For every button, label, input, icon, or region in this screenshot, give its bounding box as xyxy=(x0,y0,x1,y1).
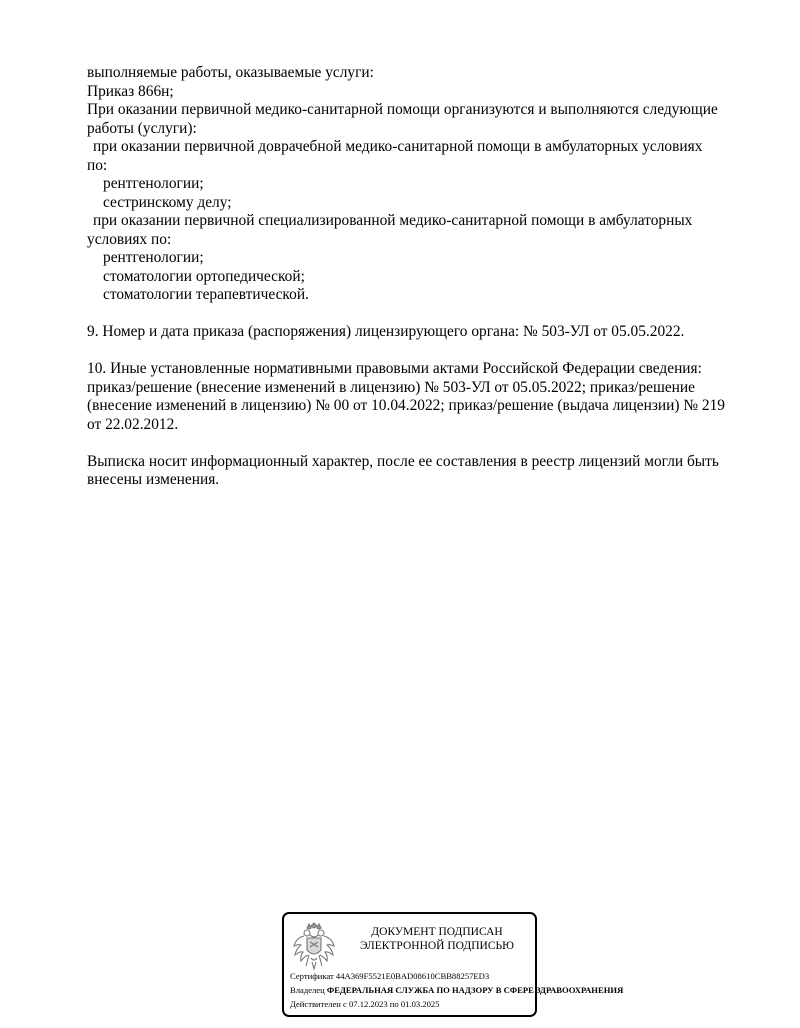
electronic-signature-stamp xyxy=(282,912,624,1017)
spacer xyxy=(87,434,737,453)
certificate-value: 44A369F5521E0BAD08610CBB88257ED3 xyxy=(335,971,490,981)
document-body xyxy=(87,64,737,490)
disclaimer-line: Выписка носит информационный характер, после ее составления в реестр лицензий могли быть xyxy=(87,452,719,470)
item-10-line: 10. Иные установленные нормативными правовыми актами Российской Федерации сведения: xyxy=(87,360,702,377)
text-line: работы (услуги): xyxy=(87,119,197,137)
spacer xyxy=(87,305,737,324)
item-10-line: приказ/решение (внесение изменений в лицензию) № 503-УЛ от 05.05.2022; приказ/решение xyxy=(87,378,695,396)
stamp-heading xyxy=(342,925,532,953)
text-line: выполняемые работы, оказываемые услуги: xyxy=(87,64,374,81)
owner-value: ФЕДЕРАЛЬНАЯ СЛУЖБА ПО НАДЗОРУ В СФЕРЕ ЗДРАВООХРАНЕНИЯ xyxy=(326,985,624,995)
list-item: рентгенологии; xyxy=(103,249,204,266)
certificate-label: Сертификат xyxy=(290,971,334,981)
list-item: стоматологии терапевтической. xyxy=(103,286,309,303)
text-line: при оказании первичной доврачебной медико-санитарной помощи в амбулаторных условиях xyxy=(93,138,703,155)
disclaimer-line: внесены изменения. xyxy=(87,471,220,488)
item-10-line: (внесение изменений в лицензию) № 00 от 10.04.2022; приказ/решение (выдача лицензии) № 219 xyxy=(87,397,725,414)
item-10-line: от 22.02.2012. xyxy=(87,415,179,433)
text-line: по: xyxy=(87,156,108,174)
list-item: сестринскому делу; xyxy=(103,193,232,211)
text-line: При оказании первичной медико-санитарной помощи организуются и выполняются следующие xyxy=(87,101,718,118)
item-9-order-number: 9. Номер и дата приказа (распоряжения) лицензирующего органа: № 503-УЛ от 05.05.2022. xyxy=(87,323,685,340)
list-item: рентгенологии; xyxy=(103,175,204,192)
validity-text: Действителен с 07.12.2023 по 01.03.2025 xyxy=(290,999,440,1009)
validity-row xyxy=(290,999,440,1010)
text-line: условиях по: xyxy=(87,230,172,248)
list-item: стоматологии ортопедической; xyxy=(103,267,305,285)
owner-row xyxy=(290,985,623,996)
spacer xyxy=(87,342,737,361)
russian-coat-of-arms-icon xyxy=(292,922,336,972)
stamp-heading-line: ДОКУМЕНТ ПОДПИСАН xyxy=(371,926,503,938)
owner-label: Владелец xyxy=(290,985,325,995)
certificate-row xyxy=(290,971,489,982)
text-line: при оказании первичной специализированной медико-санитарной помощи в амбулаторных xyxy=(93,212,693,229)
text-line: Приказ 866н; xyxy=(87,82,174,100)
stamp-heading-line: ЭЛЕКТРОННОЙ ПОДПИСЬЮ xyxy=(360,940,514,952)
